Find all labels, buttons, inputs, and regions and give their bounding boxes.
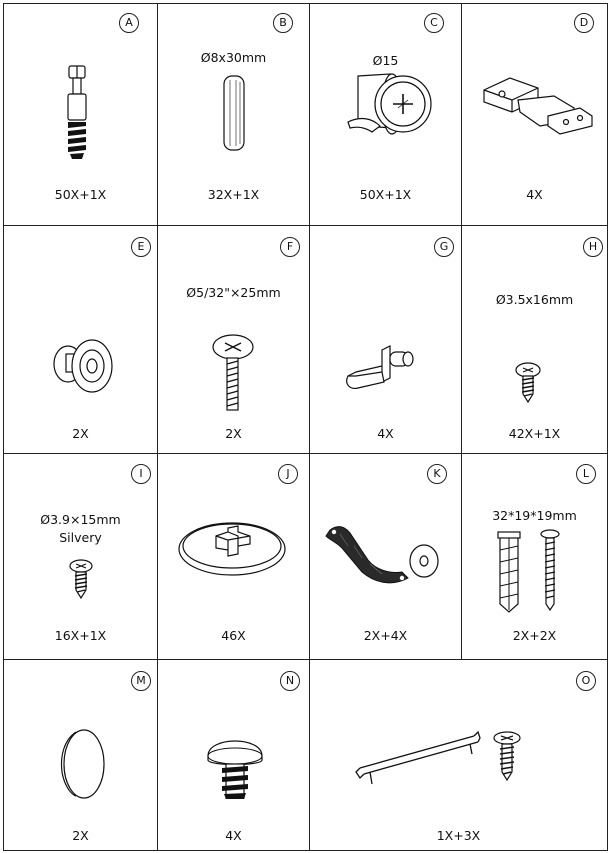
part-quantity: 46X: [221, 628, 246, 643]
part-letter-badge: L: [576, 464, 596, 484]
part-quantity: 1X+3X: [436, 828, 481, 843]
part-cell-i: [3, 453, 158, 660]
pan-head-screw-icon: [462, 226, 609, 455]
part-letter-badge: K: [427, 464, 447, 484]
part-cell-a: [3, 3, 158, 226]
part-quantity: 16X+1X: [54, 628, 107, 643]
part-quantity: 4X: [377, 426, 394, 441]
leveling-foot-icon: [158, 660, 311, 852]
part-cell-j: [157, 453, 310, 660]
part-cell-n: [157, 659, 310, 851]
part-cell-b: [157, 3, 310, 226]
part-quantity: 32X+1X: [207, 187, 260, 202]
part-letter-badge: G: [434, 237, 454, 257]
part-letter-badge: M: [131, 671, 151, 691]
part-letter-badge: D: [574, 13, 594, 33]
knob-icon: [4, 226, 159, 455]
part-cell-h: [461, 225, 608, 454]
part-cell-m: [3, 659, 158, 851]
part-letter-badge: F: [280, 237, 300, 257]
part-quantity: 50X+1X: [54, 187, 107, 202]
part-quantity: 42X+1X: [508, 426, 561, 441]
part-letter-badge: N: [280, 671, 300, 691]
part-spec: Ø5/32"×25mm: [186, 285, 281, 300]
part-cell-o: [309, 659, 608, 851]
part-quantity: 4X: [225, 828, 242, 843]
machine-screw-icon: [158, 226, 311, 455]
part-quantity: 2X: [72, 828, 89, 843]
part-spec: Ø3.9×15mm: [40, 512, 121, 527]
part-letter-badge: B: [273, 13, 293, 33]
part-quantity: 2X+2X: [512, 628, 557, 643]
part-cell-l: [461, 453, 608, 660]
part-letter-badge: E: [131, 237, 151, 257]
part-cell-f: [157, 225, 310, 454]
part-letter-badge: J: [278, 464, 298, 484]
part-cell-d: [461, 3, 608, 226]
part-letter-badge: O: [576, 671, 596, 691]
shelf-support-icon: [310, 226, 463, 455]
part-cell-e: [3, 225, 158, 454]
part-spec: Ø8x30mm: [200, 50, 267, 65]
part-quantity: 2X: [72, 426, 89, 441]
part-letter-badge: H: [583, 237, 603, 257]
part-letter-badge: C: [424, 13, 444, 33]
part-cell-c: [309, 3, 462, 226]
part-quantity: 2X: [225, 426, 242, 441]
part-spec: Ø15: [372, 53, 399, 68]
part-cell-k: [309, 453, 462, 660]
part-spec-note: Silvery: [59, 530, 102, 545]
part-quantity: 4X: [526, 187, 543, 202]
felt-pad-icon: [4, 660, 159, 852]
part-quantity: 50X+1X: [359, 187, 412, 202]
part-letter-badge: I: [131, 464, 151, 484]
part-letter-badge: A: [119, 13, 139, 33]
hanging-rail-icon: [310, 660, 609, 852]
part-spec: Ø3.5x16mm: [495, 292, 574, 307]
part-quantity: 2X+4X: [363, 628, 408, 643]
part-spec: 32*19*19mm: [492, 508, 577, 523]
part-cell-g: [309, 225, 462, 454]
